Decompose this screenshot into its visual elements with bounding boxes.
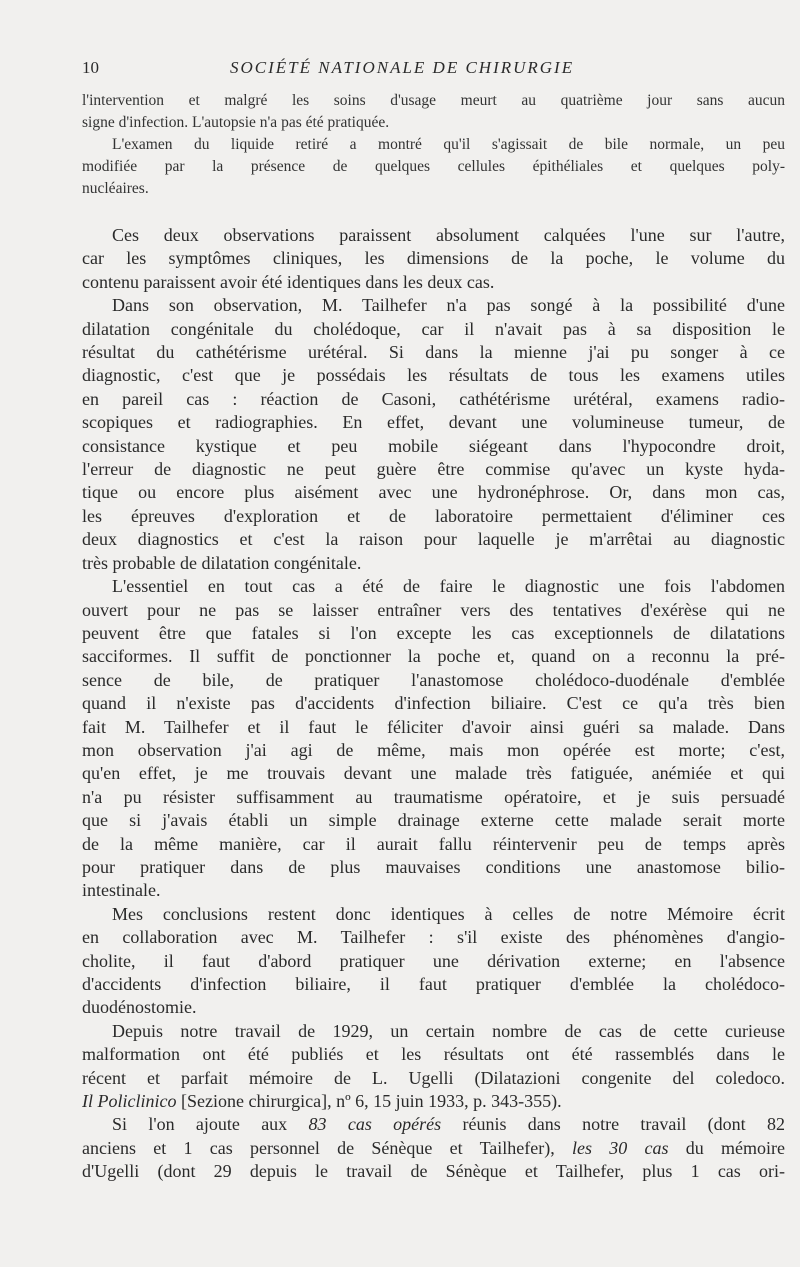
text-line: diagnostic, c'est que je possédais les résultats de tous les examens utiles xyxy=(82,365,785,386)
text-line: quand il n'existe pas d'accidents d'infection biliaire. C'est ce qu'a très bien xyxy=(82,693,785,714)
italic-text: les 30 cas xyxy=(572,1137,669,1158)
text-line: en pareil cas : réaction de Casoni, cathétérisme urétéral, examens radio- xyxy=(82,388,785,409)
italic-text: 83 cas opérés xyxy=(308,1114,442,1135)
text-line: dilatation congénitale du cholédoque, car il n'avait pas à sa disposition le xyxy=(82,318,785,339)
text-line: contenu paraissent avoir été identiques dans les deux cas. xyxy=(82,271,495,292)
paragraph xyxy=(82,575,785,903)
text-line: malformation ont été publiés et les résultats ont été rassemblés dans le xyxy=(82,1044,785,1065)
text-line: de la même manière, car il aurait fallu réintervenir peu de temps après xyxy=(82,833,785,854)
text-segment: du mémoire xyxy=(668,1137,785,1158)
text-line: en collaboration avec M. Tailhefer : s'il existe des phénomènes d'angio- xyxy=(82,927,785,948)
paragraph xyxy=(82,134,785,200)
page-number: 10 xyxy=(82,58,99,77)
text-line: cholite, il faut d'abord pratiquer une dérivation externe; en l'absence xyxy=(82,950,785,971)
text-line: L'examen du liquide retiré a montré qu'il s'agissait de bile normale, un peu xyxy=(112,136,785,153)
text-line: signe d'infection. L'autopsie n'a pas été pratiquée. xyxy=(82,114,390,131)
page-header xyxy=(82,58,785,82)
text-line: l'erreur de diagnostic ne peut guère être commise qu'avec un kyste hyda- xyxy=(82,459,785,480)
text-line xyxy=(82,1113,785,1136)
text-line: Mes conclusions restent donc identiques à celles de notre Mémoire écrit xyxy=(112,903,785,924)
text-line: n'a pu résister suffisamment au traumatisme opératoire, et je suis persuadé xyxy=(82,786,785,807)
text-line: Dans son observation, M. Tailhefer n'a pas songé à la possibilité d'une xyxy=(112,295,785,316)
text-line: sence de bile, de pratiquer l'anastomose cholédoco-duodénale d'emblée xyxy=(82,669,785,690)
text-line xyxy=(82,1090,785,1113)
text-line: modifiée par la présence de quelques cellules épithéliales et quelques poly- xyxy=(82,158,785,175)
text-line: ouvert pour ne pas se laisser entraîner vers des tentatives d'exérèse qui ne xyxy=(82,599,785,620)
paragraph xyxy=(82,1113,785,1183)
text-line: L'essentiel en tout cas a été de faire le diagnostic une fois l'abdomen xyxy=(112,576,785,597)
text-line: sacciformes. Il suffit de ponctionner la poche et, quand on a reconnu la pré- xyxy=(82,646,785,667)
text-line: duodénostomie. xyxy=(82,997,197,1018)
text-line xyxy=(82,1137,785,1160)
text-line: d'accidents d'infection biliaire, il faut pratiquer d'emblée la cholédoco- xyxy=(82,974,785,994)
text-line: consistance kystique et peu mobile siégeant dans l'hypocondre droit, xyxy=(82,435,785,456)
text-line: intestinale. xyxy=(82,880,161,901)
text-segment: anciens et 1 cas personnel de Sénèque et Tailhefer), xyxy=(82,1137,573,1158)
text-line: nucléaires. xyxy=(82,180,149,197)
text-line: les épreuves d'exploration et de laboratoire permettaient d'éliminer ces xyxy=(82,505,785,526)
text-line: très probable de dilatation congénitale. xyxy=(82,552,362,573)
paragraph xyxy=(82,90,785,134)
text-line: tique ou encore plus aisément avec une hydronéphrose. Or, dans mon cas, xyxy=(82,482,785,503)
text-line: car les symptômes cliniques, les dimensions de la poche, le volume du xyxy=(82,248,785,269)
text-line: d'Ugelli (dont 29 depuis le travail de Sénèque et Tailhefer, plus 1 cas ori- xyxy=(82,1161,785,1182)
paragraph xyxy=(82,1020,785,1114)
text-line: scopiques et radiographies. En effet, devant une volumineuse tumeur, de xyxy=(82,412,785,433)
text-line: qu'en effet, je me trouvais devant une malade très fatiguée, anémiée et qui xyxy=(82,763,785,784)
text-line: Depuis notre travail de 1929, un certain nombre de cas de cette curieuse xyxy=(112,1020,785,1041)
text-line: deux diagnostics et c'est la raison pour laquelle je m'arrêtai au diagnostic xyxy=(82,529,785,550)
text-segment: Si l'on ajoute aux xyxy=(112,1114,309,1135)
text-segment: réunis dans notre travail (dont 82 xyxy=(441,1114,785,1135)
body-text xyxy=(82,224,785,1184)
paragraph xyxy=(82,294,785,575)
running-title: SOCIÉTÉ NATIONALE DE CHIRURGIE xyxy=(230,58,575,77)
text-line: que si j'avais établi un simple drainage externe cette malade serait morte xyxy=(82,810,785,831)
paragraph xyxy=(82,903,785,1020)
text-line: Ces deux observations paraissent absolument calquées l'une sur l'autre, xyxy=(112,225,785,245)
text-line: l'intervention et malgré les soins d'usage meurt au quatrième jour sans aucun xyxy=(82,92,785,109)
text-line: récent et parfait mémoire de L. Ugelli (Dilatazioni congenite del coledoco. xyxy=(82,1067,785,1088)
text-line: fait M. Tailhefer et il faut le féliciter d'avoir ainsi guéri sa malade. Dans xyxy=(82,716,785,737)
paragraph xyxy=(82,224,785,294)
italic-text: Il Policlinico xyxy=(82,1091,177,1112)
text-line: résultat du cathétérisme urétéral. Si dans la mienne j'ai pu songer à ce xyxy=(82,342,785,363)
text-line: pour pratiquer dans de plus mauvaises conditions une anastomose bilio- xyxy=(82,856,785,877)
text-segment: [Sezione chirurgica], nº 6, 15 juin 1933, p. 343-355). xyxy=(176,1091,562,1112)
small-print-section xyxy=(82,90,785,200)
text-line: mon observation j'ai agi de même, mais mon opérée est morte; c'est, xyxy=(82,739,785,760)
text-line: peuvent être que fatales si l'on excepte les cas exceptionnels de dilatations xyxy=(82,622,785,643)
